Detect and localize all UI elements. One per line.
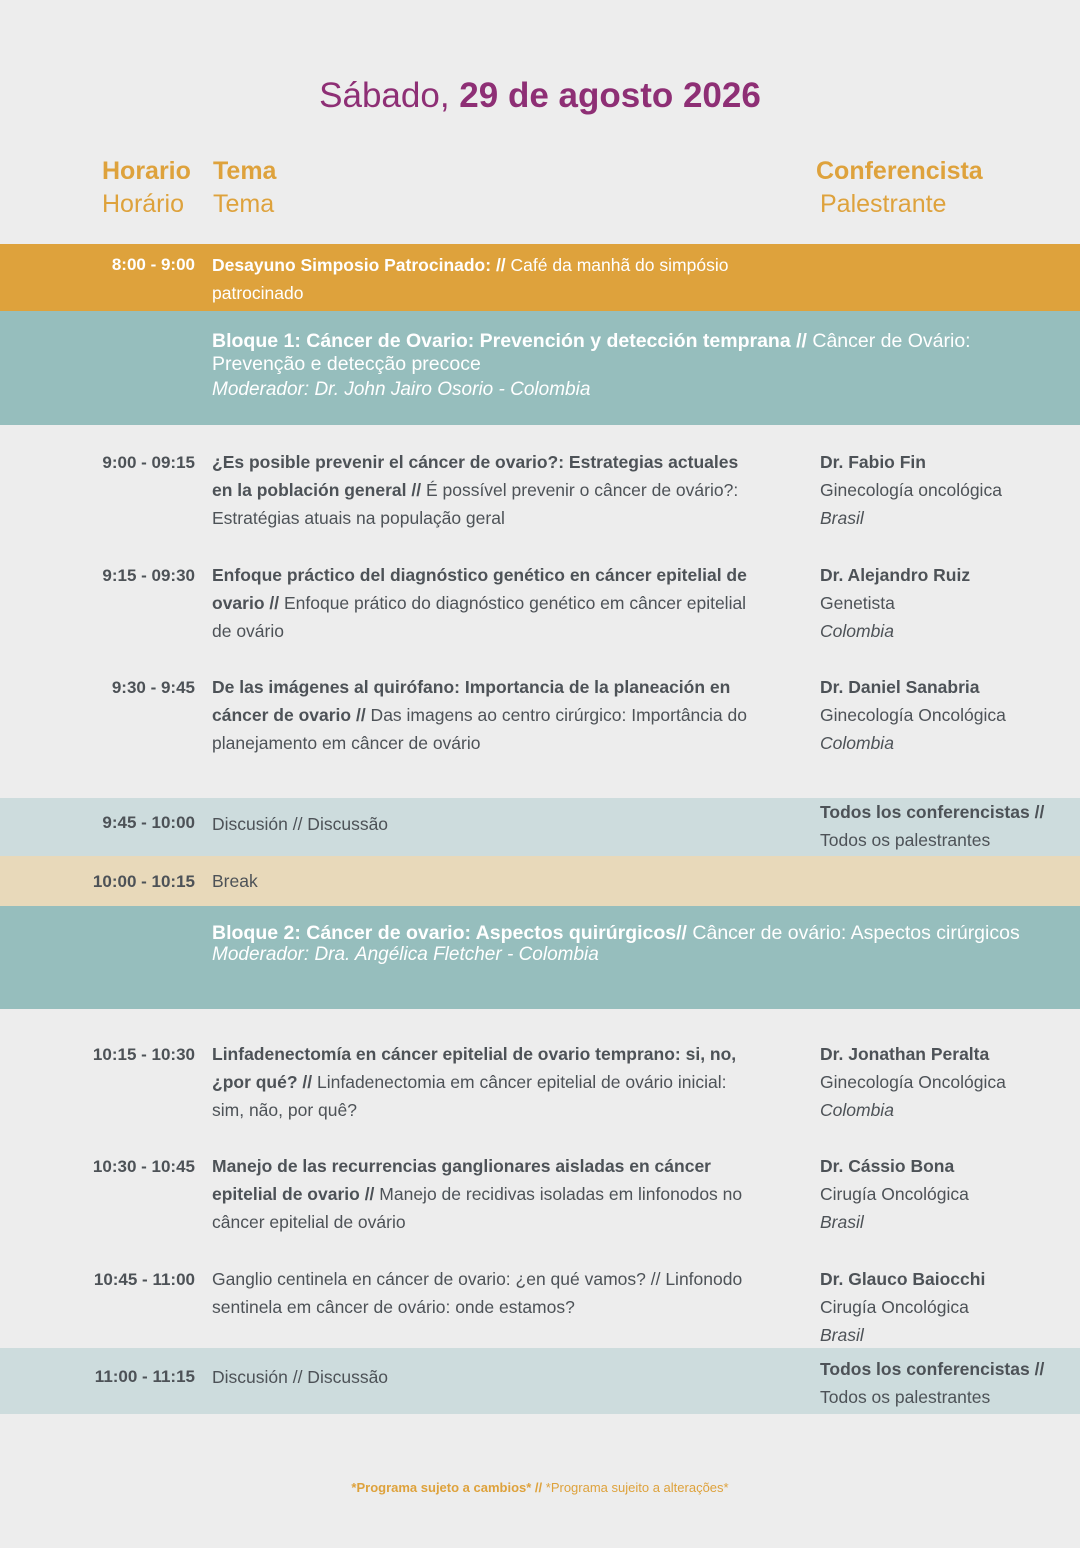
session-speaker <box>820 1265 1070 1349</box>
page-title <box>0 76 1080 116</box>
session-time: 10:30 - 10:45 <box>92 1157 195 1176</box>
session-topic-pt: Linfadenectomia em câncer epitelial de ovário inicial: sim, não, por quê? <box>212 1072 727 1120</box>
footer-pt: *Programa sujeito a alterações* <box>545 1480 729 1495</box>
speaker-name: Dr. Fabio Fin <box>820 452 926 472</box>
session-time: 10:15 - 10:30 <box>92 1045 195 1064</box>
speaker-country: Colombia <box>820 1100 894 1120</box>
speaker-role: Ginecología Oncológica <box>820 705 1006 725</box>
block1-title <box>212 330 1012 376</box>
header-speaker-pt: Palestrante <box>820 190 947 218</box>
session-topic-es: Linfadenectomía en cáncer epitelial de ovario temprano: si, no, ¿por qué? // <box>212 1044 737 1092</box>
session-speaker <box>820 673 1070 757</box>
block1-band <box>0 311 1080 425</box>
session-row <box>0 1265 1080 1345</box>
discussion1-speaker-pt: Todos os palestrantes <box>820 830 991 850</box>
header-time-es: Horario <box>102 157 191 185</box>
block2-band <box>0 906 1080 1009</box>
title-date: 29 de agosto 2026 <box>459 76 761 115</box>
session-topic-pt: Ganglio centinela en cáncer de ovario: ¿en qué vamos? // Linfonodo sentinela em câncer de ovário: onde estamos? <box>212 1269 743 1317</box>
session-time: 10:45 - 11:00 <box>93 1270 195 1289</box>
breakfast-title-es: Desayuno Simposio Patrocinado: // <box>212 255 506 275</box>
discussion2-speaker-es: Todos los conferencistas // <box>820 1359 1045 1379</box>
session-topic <box>212 1265 762 1321</box>
block1-title-pt: Câncer de Ovário: Prevenção e detecção precoce <box>212 330 971 375</box>
session-topic-es: Manejo de las recurrencias ganglionares aisladas en cáncer epitelial de ovario // <box>212 1156 711 1204</box>
discussion1-speaker-es: Todos los conferencistas // <box>820 802 1045 822</box>
session-time: 9:15 - 09:30 <box>102 566 195 585</box>
breakfast-title-pt: Café da manhã do simpósio patrocinado <box>212 255 729 303</box>
speaker-name: Dr. Alejandro Ruiz <box>820 565 971 585</box>
speaker-name: Dr. Cássio Bona <box>820 1156 955 1176</box>
session-row <box>0 561 1080 651</box>
discussion2-time: 11:00 - 11:15 <box>94 1367 195 1386</box>
discussion1-topic: Discusión // Discussão <box>212 814 389 834</box>
speaker-name: Dr. Daniel Sanabria <box>820 677 980 697</box>
session-topic <box>212 1040 762 1124</box>
speaker-country: Colombia <box>820 733 894 753</box>
breakfast-time: 8:00 - 9:00 <box>111 255 195 274</box>
session-row <box>0 1040 1080 1130</box>
speaker-country: Brasil <box>820 1212 864 1232</box>
header-speaker-es: Conferencista <box>816 157 983 185</box>
speaker-role: Ginecología Oncológica <box>820 1072 1006 1092</box>
discussion2-band <box>0 1348 1080 1414</box>
session-time: 9:30 - 9:45 <box>111 678 195 697</box>
speaker-country: Brasil <box>820 1325 864 1345</box>
session-topic <box>212 673 762 757</box>
discussion1-band <box>0 798 1080 856</box>
session-topic-es: Enfoque práctico del diagnóstico genético en cáncer epitelial de ovario // <box>212 565 747 613</box>
block2-moderator: Moderador: Dra. Angélica Fletcher - Colombia <box>212 944 599 965</box>
session-topic <box>212 561 762 645</box>
block1-header <box>212 330 1012 403</box>
session-topic-pt: Das imagens ao centro cirúrgico: Importância do planejamento em câncer de ovário <box>212 705 747 753</box>
header-speaker <box>816 155 983 221</box>
session-row <box>0 1152 1080 1242</box>
footer-sep: // <box>531 1480 546 1495</box>
speaker-country: Brasil <box>820 508 864 528</box>
discussion2-topic: Discusión // Discussão <box>212 1367 389 1387</box>
session-topic-pt: É possível prevenir o câncer de ovário?: Estratégias atuais na população geral <box>212 480 739 528</box>
speaker-name: Dr. Glauco Baiocchi <box>820 1269 986 1289</box>
break-time: 10:00 - 10:15 <box>92 872 195 891</box>
session-row <box>0 673 1080 788</box>
session-speaker <box>820 1040 1070 1124</box>
speaker-role: Cirugía Oncológica <box>820 1297 969 1317</box>
session-speaker <box>820 448 1070 532</box>
break-topic: Break <box>212 871 258 891</box>
session-topic <box>212 1152 762 1236</box>
session-speaker <box>820 561 1070 645</box>
session-topic-es: De las imágenes al quirófano: Importancia de la planeación en cáncer de ovario // <box>212 677 731 725</box>
title-day: Sábado, <box>319 76 450 115</box>
breakfast-band <box>0 244 1080 311</box>
speaker-role: Genetista <box>820 593 895 613</box>
block2-title-es: Bloque 2: Cáncer de ovario: Aspectos quirúrgicos// <box>212 922 687 944</box>
session-topic <box>212 448 762 532</box>
header-time <box>102 155 191 221</box>
session-topic-pt: Enfoque prático do diagnóstico genético em câncer epitelial de ovário <box>212 593 747 641</box>
breakfast-topic <box>212 251 772 307</box>
discussion1-speaker <box>820 798 1070 854</box>
speaker-role: Cirugía Oncológica <box>820 1184 969 1204</box>
block2-title-pt: Câncer de ovário: Aspectos cirúrgicos <box>686 922 1020 944</box>
header-topic-pt: Tema <box>213 190 275 218</box>
discussion2-speaker-pt: Todos os palestrantes <box>820 1387 991 1407</box>
block2-header <box>212 922 1032 968</box>
discussion2-speaker <box>820 1355 1070 1411</box>
footer-es: *Programa sujeto a cambios* <box>351 1480 532 1495</box>
header-topic-es: Tema <box>213 157 277 185</box>
session-topic-es: ¿Es posible prevenir el cáncer de ovario?: Estrategias actuales en la población general // <box>212 452 739 500</box>
discussion1-time: 9:45 - 10:00 <box>102 813 195 832</box>
session-topic-pt: Manejo de recidivas isoladas em linfonodos no câncer epitelial de ovário <box>212 1184 743 1232</box>
break-band <box>0 856 1080 906</box>
session-row <box>0 448 1080 538</box>
block1-moderator: Moderador: Dr. John Jairo Osorio - Colombia <box>212 379 591 400</box>
header-time-pt: Horário <box>102 190 184 218</box>
speaker-role: Ginecología oncológica <box>820 480 1002 500</box>
session-speaker <box>820 1152 1070 1236</box>
speaker-name: Dr. Jonathan Peralta <box>820 1044 990 1064</box>
footer-note <box>0 1480 1080 1495</box>
block1-title-es: Bloque 1: Cáncer de Ovario: Prevención y detección temprana // <box>212 330 807 352</box>
header-topic <box>213 155 276 221</box>
session-time: 9:00 - 09:15 <box>102 453 195 472</box>
speaker-country: Colombia <box>820 621 894 641</box>
